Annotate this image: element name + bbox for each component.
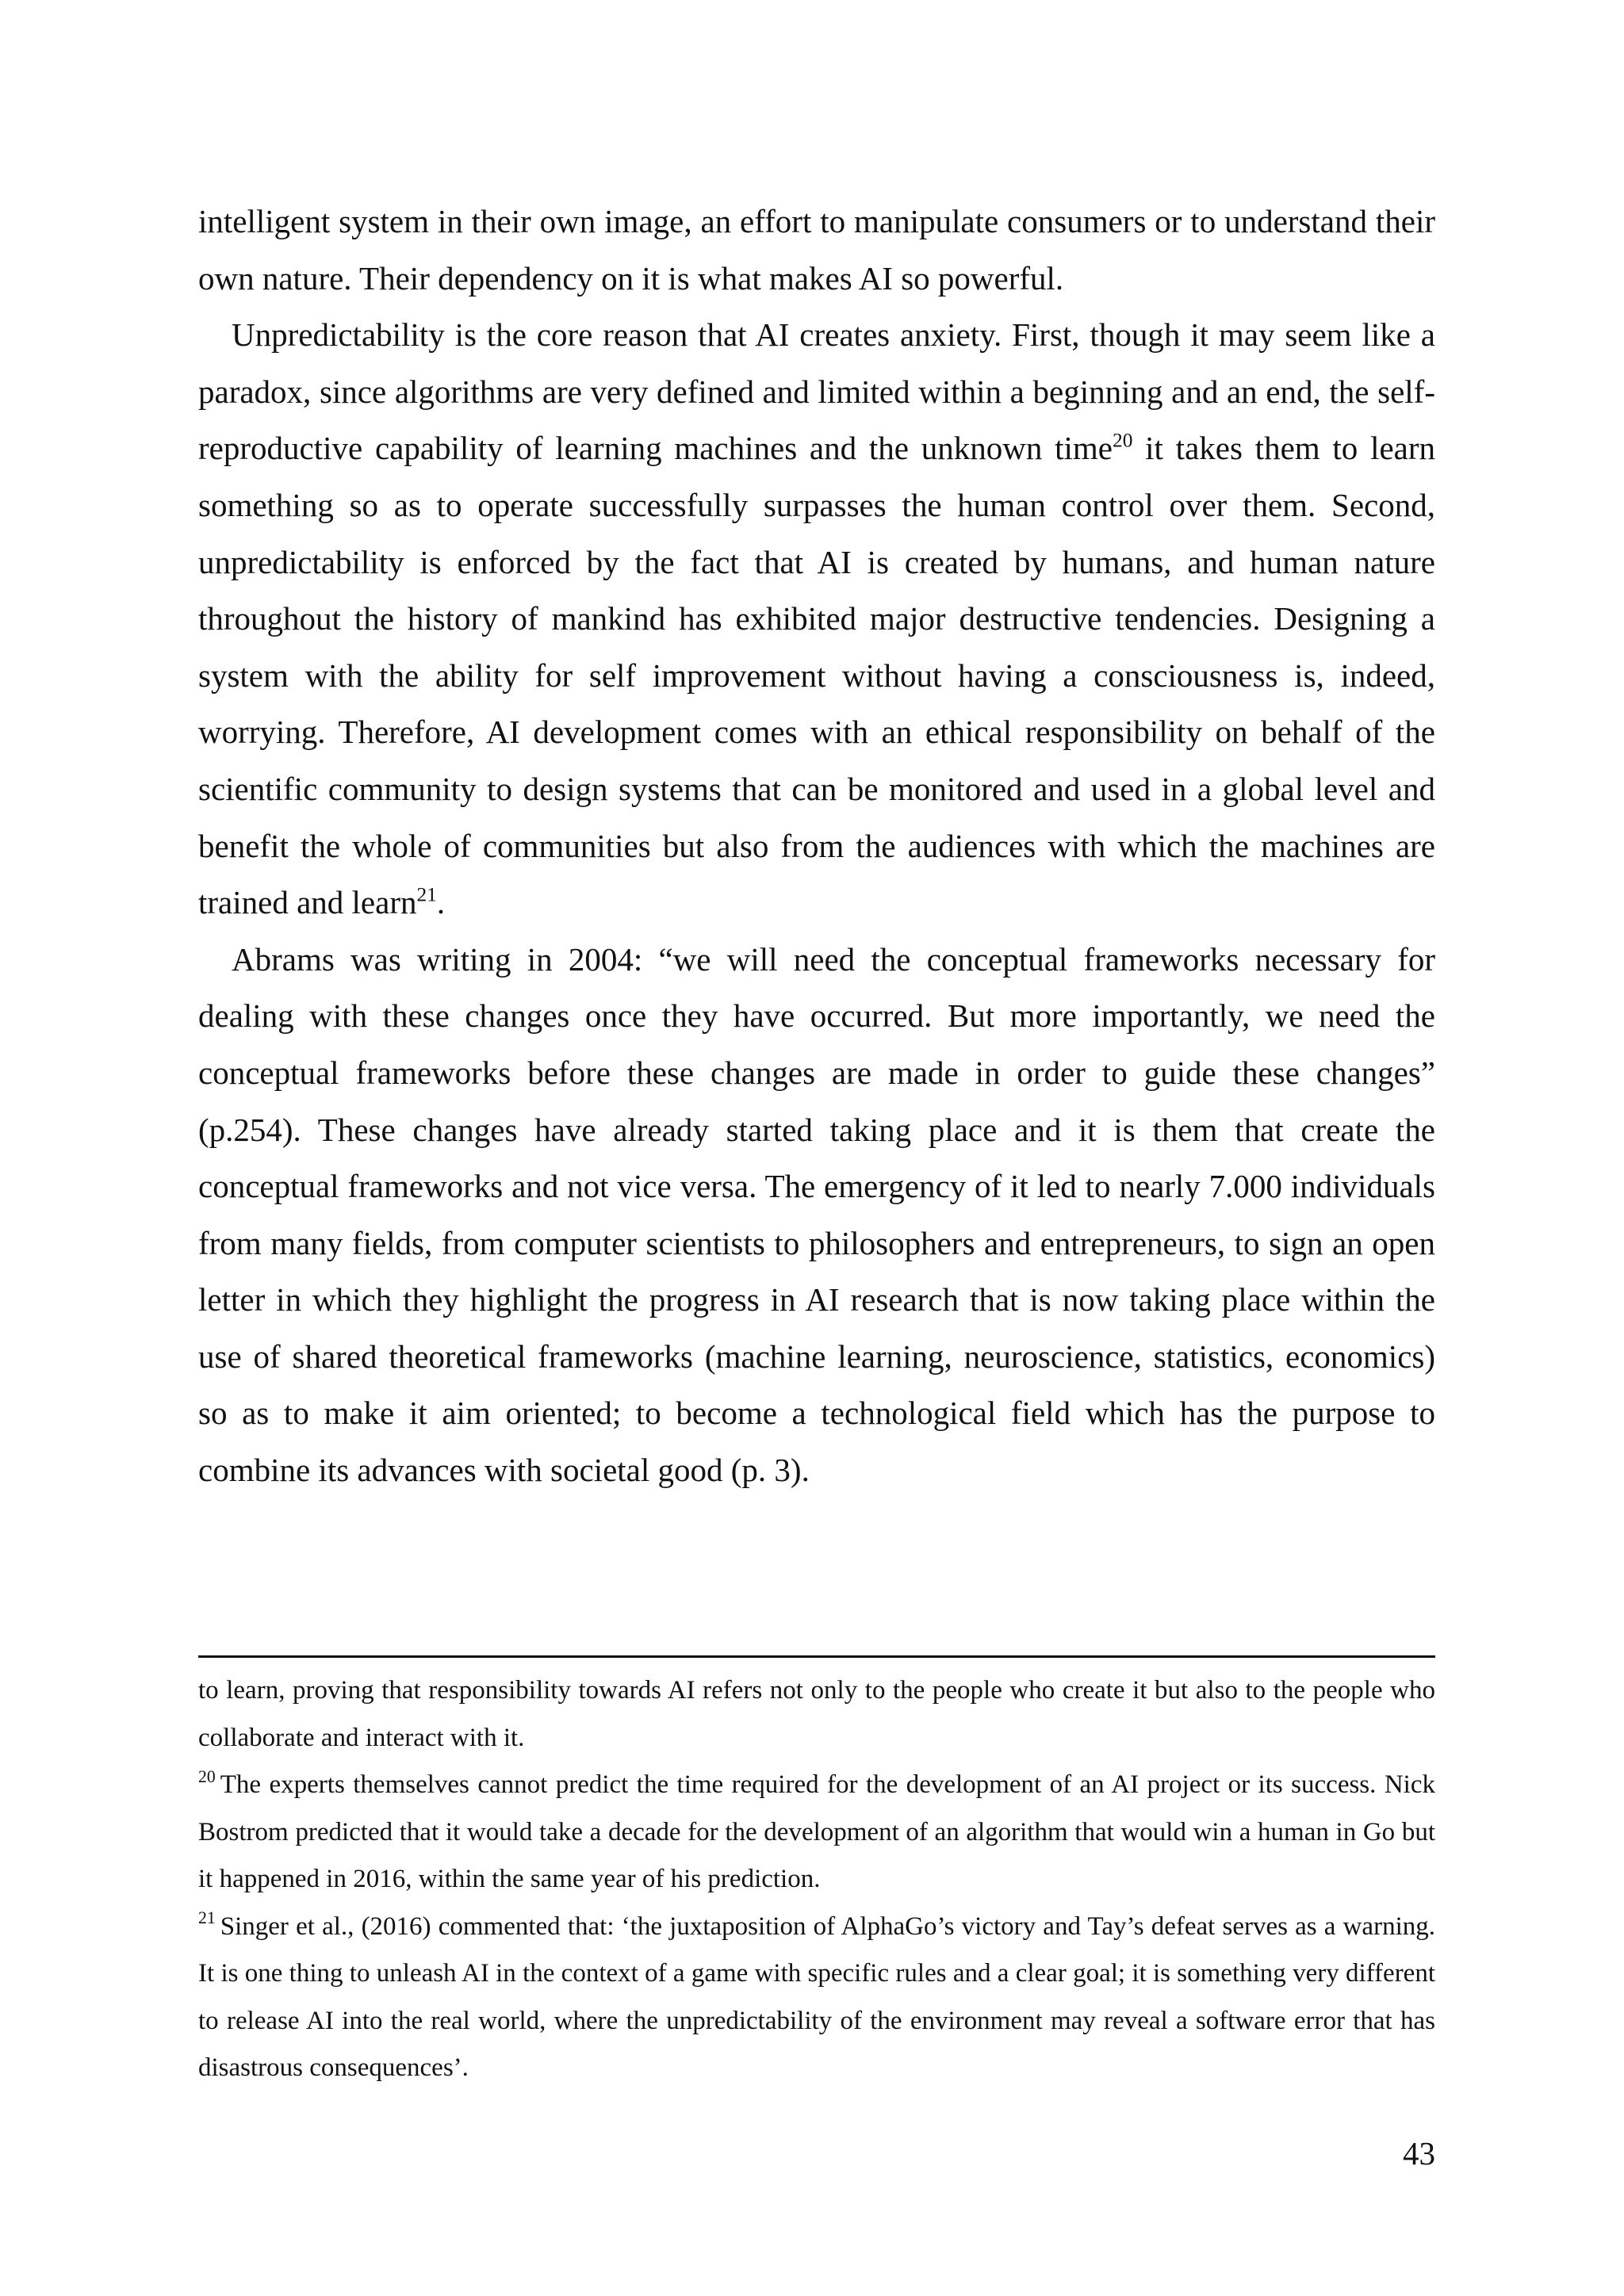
footnote-21-number: 21 [198,1908,216,1928]
main-text [198,193,1435,1499]
footnote-ref-21[interactable]: 21 [416,883,437,906]
footnote-20 [198,1762,1435,1904]
footnote-20-number: 20 [198,1766,216,1786]
paragraph-3-text: Abrams was writing in 2004: “we will need the conceptual frameworks necessary for dealing with these changes once they have occurred. But more importantly, we need the conceptual frameworks before these changes are made in order to guide these changes” (p.254). These changes have already started taking place and it is them that create the conceptual frameworks and not vice versa. The emergency of it led to nearly 7.000 individuals from many fields, from computer scientists to philosophers and entrepreneurs, to sign an open letter in which they highlight the progress in AI research that is now taking place within the use of shared theoretical frameworks (machine learning, neuroscience, statistics, economics) so as to make it aim oriented; to become a technological field which has the purpose to combine its advances with societal good (p. 3). [198,940,1435,1489]
page-number: 43 [1403,2135,1435,2172]
footnote-ref-20[interactable]: 20 [1112,429,1133,452]
footnote-continued [198,1667,1435,1762]
footnote-continued-text: to learn, proving that responsibility towards AI refers not only to the people who create it but also to the people who collaborate and interact with it. [198,1676,1435,1752]
footnotes [198,1667,1435,2092]
paragraph-3 [198,932,1435,1499]
paragraph-1-text: intelligent system in their own image, an effort to manipulate consumers or to understand their own nature. Their dependency on it is what makes AI so powerful. [198,203,1435,297]
paragraph-2 [198,307,1435,932]
footnote-21-text: Singer et al., (2016) commented that: ‘the juxtaposition of AlphaGo’s victory and Tay’s defeat serves as a warning. It is one thing to unleash AI in the context of a game with specific rules and a clear goal; it is something very different to release AI into the real world, where the unpredictability of the environment may reveal a software error that has disastrous consequences’. [198,1911,1435,2082]
footnote-20-text: The experts themselves cannot predict the time required for the development of an AI project or its success. Nick Bostrom predicted that it would take a decade for the development of an algorithm that would win a human in Go but it happened in 2016, within the same year of his prediction. [198,1770,1435,1893]
footnote-21 [198,1904,1435,2092]
footnote-separator [198,1655,1435,1658]
paragraph-2-text-b: it takes them to learn something so as to operate successfully surpasses the human control over them. Second, unpredictability is enforced by the fact that AI is created by humans, and human nature throughout the history of mankind has exhibited major destructive tendencies. Designing a system with the ability for self improvement without having a consciousness is, indeed, worrying. Therefore, AI development comes with an ethical responsibility on behalf of the scientific community to design systems that can be monitored and used in a global level and benefit the whole of communities but also from the audiences with which the machines are trained and learn [198,430,1436,921]
paragraph-2-text-a: Unpredictability is the core reason that AI creates anxiety. First, though it may seem like a paradox, since algorithms are very defined and limited within a beginning and an end, the self-reproductive capability of learning machines and the unknown time [198,316,1435,467]
paragraph-1 [198,193,1435,307]
paragraph-2-text-c: . [436,884,446,921]
